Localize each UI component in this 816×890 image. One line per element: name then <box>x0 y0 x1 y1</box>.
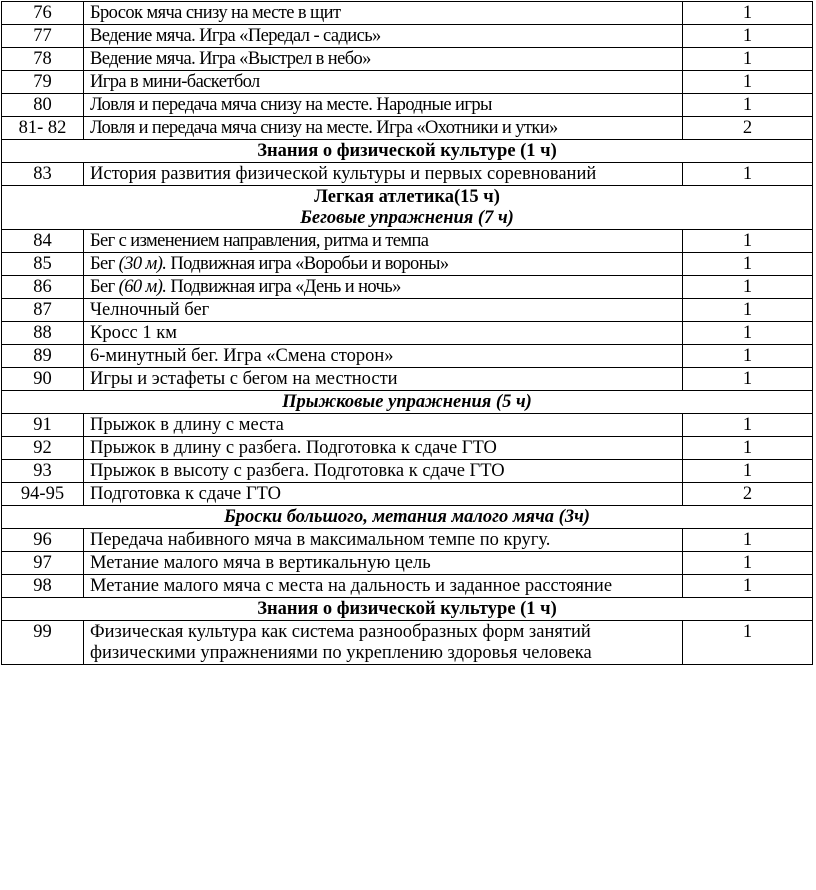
table-row <box>2 230 813 253</box>
lesson-hours: 1 <box>683 575 813 598</box>
table-row <box>2 117 813 140</box>
lesson-topic: Кросс 1 км <box>84 322 683 345</box>
lesson-plan-body <box>2 2 813 665</box>
lesson-hours: 1 <box>683 71 813 94</box>
lesson-topic: Прыжок в высоту с разбега. Подготовка к сдаче ГТО <box>84 460 683 483</box>
table-row <box>2 25 813 48</box>
lesson-number: 87 <box>2 299 84 322</box>
lesson-topic: 6-минутный бег. Игра «Смена сторон» <box>84 345 683 368</box>
lesson-number: 93 <box>2 460 84 483</box>
lesson-hours: 1 <box>683 529 813 552</box>
table-row <box>2 483 813 506</box>
table-row <box>2 368 813 391</box>
lesson-hours: 2 <box>683 117 813 140</box>
lesson-topic: Челночный бег <box>84 299 683 322</box>
lesson-hours: 1 <box>683 322 813 345</box>
lesson-topic: Физическая культура как система разнообразных форм занятий физическими упражнениями по укреплению здоровья человека <box>84 621 683 665</box>
section-subtitle: Броски большого, метания малого мяча (3ч) <box>224 507 590 527</box>
lesson-topic-suffix: Подвижная игра «День и ночь» <box>166 277 401 297</box>
table-row <box>2 345 813 368</box>
section-header-row <box>2 506 813 529</box>
lesson-hours: 1 <box>683 460 813 483</box>
table-row <box>2 276 813 299</box>
lesson-number: 89 <box>2 345 84 368</box>
table-row <box>2 2 813 25</box>
lesson-topic <box>84 276 683 299</box>
lesson-topic: Передача набивного мяча в максимальном темпе по кругу. <box>84 529 683 552</box>
lesson-hours: 1 <box>683 437 813 460</box>
table-row <box>2 71 813 94</box>
lesson-number: 79 <box>2 71 84 94</box>
lesson-topic-prefix: Бег <box>90 254 119 274</box>
table-row <box>2 552 813 575</box>
lesson-number: 92 <box>2 437 84 460</box>
lesson-number: 86 <box>2 276 84 299</box>
lesson-number: 94-95 <box>2 483 84 506</box>
lesson-hours: 1 <box>683 230 813 253</box>
lesson-topic-distance: (30 м). <box>118 254 167 274</box>
lesson-hours: 1 <box>683 25 813 48</box>
lesson-hours: 2 <box>683 483 813 506</box>
lesson-number: 83 <box>2 163 84 186</box>
table-row <box>2 575 813 598</box>
lesson-number: 99 <box>2 621 84 665</box>
section-subtitle: Беговые упражнения (7 ч) <box>300 208 514 228</box>
lesson-number: 84 <box>2 230 84 253</box>
table-row <box>2 322 813 345</box>
lesson-topic-prefix: Бег <box>90 277 119 297</box>
lesson-number: 88 <box>2 322 84 345</box>
section-header-row <box>2 391 813 414</box>
lesson-topic: История развития физической культуры и первых соревнований <box>84 163 683 186</box>
lesson-topic: Игра в мини-баскетбол <box>84 71 683 94</box>
table-row <box>2 529 813 552</box>
section-header-row <box>2 140 813 163</box>
lesson-hours: 1 <box>683 48 813 71</box>
section-header <box>2 186 813 230</box>
lesson-hours: 1 <box>683 2 813 25</box>
section-title: Легкая атлетика(15 ч) <box>314 187 500 207</box>
section-header <box>2 598 813 621</box>
lesson-hours: 1 <box>683 253 813 276</box>
lesson-number: 81- 82 <box>2 117 84 140</box>
lesson-number: 76 <box>2 2 84 25</box>
lesson-topic: Игры и эстафеты с бегом на местности <box>84 368 683 391</box>
lesson-number: 85 <box>2 253 84 276</box>
lesson-number: 97 <box>2 552 84 575</box>
lesson-topic: Бросок мяча снизу на месте в щит <box>84 2 683 25</box>
lesson-hours: 1 <box>683 552 813 575</box>
lesson-topic: Метание малого мяча в вертикальную цель <box>84 552 683 575</box>
lesson-number: 80 <box>2 94 84 117</box>
lesson-topic-distance: (60 м). <box>118 277 167 297</box>
lesson-hours: 1 <box>683 299 813 322</box>
lesson-number: 96 <box>2 529 84 552</box>
lesson-topic: Метание малого мяча с места на дальность и заданное расстояние <box>84 575 683 598</box>
lesson-number: 77 <box>2 25 84 48</box>
lesson-topic: Ведение мяча. Игра «Выстрел в небо» <box>84 48 683 71</box>
lesson-hours: 1 <box>683 94 813 117</box>
table-row <box>2 94 813 117</box>
lesson-number: 98 <box>2 575 84 598</box>
section-title: Знания о физической культуре (1 ч) <box>257 141 557 161</box>
section-title: Знания о физической культуре (1 ч) <box>257 599 557 619</box>
section-header <box>2 506 813 529</box>
lesson-topic: Подготовка к сдаче ГТО <box>84 483 683 506</box>
lesson-topic: Ловля и передача мяча снизу на месте. Игра «Охотники и утки» <box>84 117 683 140</box>
lesson-hours: 1 <box>683 163 813 186</box>
lesson-topic-suffix: Подвижная игра «Воробьи и вороны» <box>166 254 449 274</box>
table-row <box>2 163 813 186</box>
lesson-topic: Прыжок в длину с разбега. Подготовка к сдаче ГТО <box>84 437 683 460</box>
table-row <box>2 414 813 437</box>
section-header <box>2 391 813 414</box>
lesson-hours: 1 <box>683 368 813 391</box>
lesson-hours: 1 <box>683 345 813 368</box>
section-header-row <box>2 598 813 621</box>
lesson-topic: Ловля и передача мяча снизу на месте. Народные игры <box>84 94 683 117</box>
lesson-plan-table <box>1 1 813 665</box>
lesson-number: 90 <box>2 368 84 391</box>
lesson-hours: 1 <box>683 414 813 437</box>
table-row <box>2 253 813 276</box>
lesson-hours: 1 <box>683 276 813 299</box>
table-row <box>2 460 813 483</box>
table-row <box>2 48 813 71</box>
lesson-number: 78 <box>2 48 84 71</box>
table-row <box>2 621 813 665</box>
section-subtitle: Прыжковые упражнения (5 ч) <box>282 392 532 412</box>
table-row <box>2 299 813 322</box>
lesson-hours: 1 <box>683 621 813 665</box>
lesson-topic: Бег с изменением направления, ритма и темпа <box>84 230 683 253</box>
lesson-topic: Ведение мяча. Игра «Передал - садись» <box>84 25 683 48</box>
section-header-row <box>2 186 813 230</box>
lesson-topic <box>84 253 683 276</box>
lesson-number: 91 <box>2 414 84 437</box>
lesson-topic: Прыжок в длину с места <box>84 414 683 437</box>
table-row <box>2 437 813 460</box>
section-header <box>2 140 813 163</box>
